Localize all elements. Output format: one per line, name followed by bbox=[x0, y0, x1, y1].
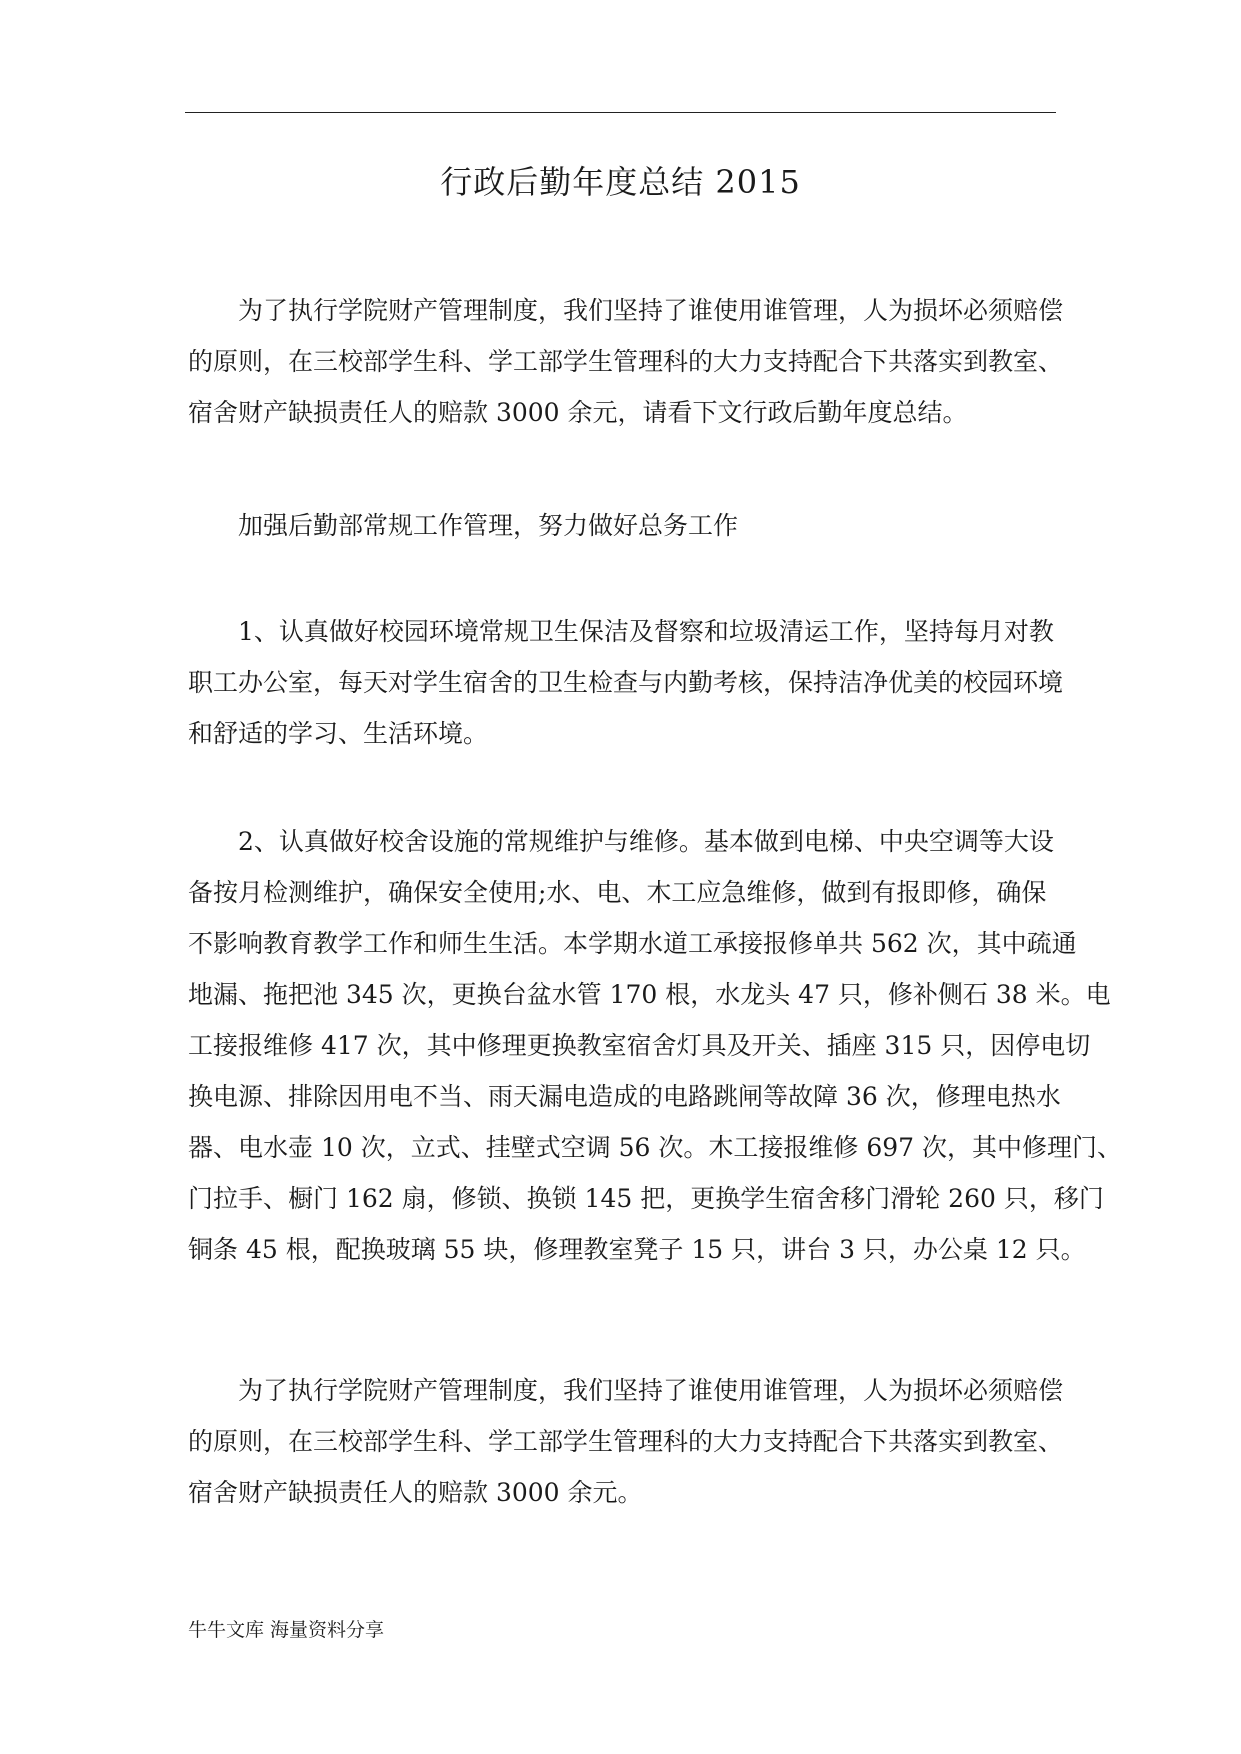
paragraph-closing bbox=[188, 1365, 1063, 1518]
paragraph-item-2 bbox=[188, 816, 1122, 1275]
paragraph-line: 宿舍财产缺损责任人的赔款 3000 余元，请看下文行政后勤年度总结。 bbox=[188, 398, 968, 427]
section-heading bbox=[188, 500, 738, 551]
paragraph-line: 工接报维修 417 次，其中修理更换教室宿舍灯具及开关、插座 315 只，因停电切 bbox=[188, 1031, 1091, 1060]
paragraph-line: 门拉手、橱门 162 扇，修锁、换锁 145 把，更换学生宿舍移门滑轮 260 只，移门 bbox=[188, 1184, 1104, 1213]
paragraph-line: 2、认真做好校舍设施的常规维护与维修。基本做到电梯、中央空调等大设 bbox=[188, 827, 1054, 856]
paragraph-line: 不影响教育教学工作和师生生活。本学期水道工承接报修单共 562 次，其中疏通 bbox=[188, 929, 1077, 958]
document-title: 行政后勤年度总结 2015 bbox=[440, 163, 801, 201]
paragraph-line: 加强后勤部常规工作管理，努力做好总务工作 bbox=[188, 511, 739, 540]
paragraph-line: 职工办公室，每天对学生宿舍的卫生检查与内勤考核，保持洁净优美的校园环境 bbox=[188, 668, 1064, 697]
paragraph-line: 的原则，在三校部学生科、学工部学生管理科的大力支持配合下共落实到教室、 bbox=[188, 347, 1064, 376]
paragraph-line: 为了执行学院财产管理制度，我们坚持了谁使用谁管理，人为损坏必须赔偿 bbox=[188, 1376, 1064, 1405]
paragraph-item-1 bbox=[188, 606, 1063, 759]
paragraph-line: 地漏、拖把池 345 次，更换台盆水管 170 根，水龙头 47 只，修补侧石 38 米。电 bbox=[188, 980, 1111, 1009]
paragraph-line: 1、认真做好校园环境常规卫生保洁及督察和垃圾清运工作，坚持每月对教 bbox=[188, 617, 1054, 646]
page-footer: 牛牛文库 海量资料分享 bbox=[188, 1619, 385, 1641]
paragraph-line: 铜条 45 根，配换玻璃 55 块，修理教室凳子 15 只，讲台 3 只，办公桌 12 只。 bbox=[188, 1235, 1086, 1264]
paragraph-line: 备按月检测维护，确保安全使用;水、电、木工应急维修，做到有报即修，确保 bbox=[188, 878, 1047, 907]
paragraph-line: 器、电水壶 10 次，立式、挂壁式空调 56 次。木工接报维修 697 次，其中修理门、 bbox=[188, 1133, 1123, 1162]
paragraph-line: 换电源、排除因用电不当、雨天漏电造成的电路跳闸等故障 36 次，修理电热水 bbox=[188, 1082, 1061, 1111]
paragraph-line: 的原则，在三校部学生科、学工部学生管理科的大力支持配合下共落实到教室、 bbox=[188, 1427, 1064, 1456]
paragraph-line: 和舒适的学习、生活环境。 bbox=[188, 719, 489, 748]
paragraph-intro bbox=[188, 285, 1063, 438]
paragraph-line: 为了执行学院财产管理制度，我们坚持了谁使用谁管理，人为损坏必须赔偿 bbox=[188, 296, 1064, 325]
paragraph-line: 宿舍财产缺损责任人的赔款 3000 余元。 bbox=[188, 1478, 643, 1507]
header-rule bbox=[185, 112, 1056, 113]
